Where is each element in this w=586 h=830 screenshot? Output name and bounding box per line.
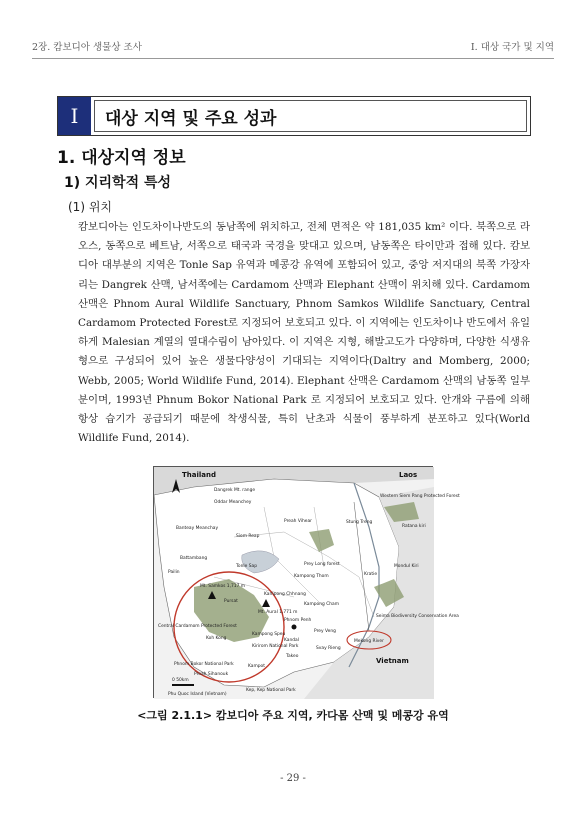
map-label-sihanouk: Preah Sihanouk bbox=[194, 672, 229, 677]
map-label-vietnam: Vietnam bbox=[376, 657, 409, 665]
chapter-number: I bbox=[58, 97, 91, 135]
map-label-kandal: Kandal bbox=[284, 638, 299, 643]
running-header-left: 2장. 캄보디아 생물상 조사 bbox=[32, 42, 142, 53]
chapter-title-box bbox=[57, 96, 531, 136]
map-label-thailand: Thailand bbox=[182, 471, 216, 479]
scale-bar bbox=[172, 684, 194, 686]
map-label-battambang: Battambang bbox=[180, 556, 208, 561]
map-label-kampot: Kampot bbox=[248, 664, 265, 669]
phnom-penh-marker bbox=[292, 625, 297, 630]
subsection-heading: 1) 지리학적 특성 bbox=[64, 175, 172, 191]
map-label-kratie: Kratie bbox=[364, 572, 378, 577]
map-label-kep: Kep, Kep National Park bbox=[246, 688, 296, 693]
chapter-title: 대상 지역 및 주요 성과 bbox=[94, 100, 527, 132]
map-label-pailin: Pailin bbox=[168, 570, 180, 575]
map-label-kohkong: Koh Kong bbox=[206, 636, 227, 641]
running-header-right: I. 대상 국가 및 지역 bbox=[470, 42, 554, 53]
map-label-kampongthom: Kampong Thom bbox=[294, 574, 329, 579]
map-label-mondulkiri: Mondul Kiri bbox=[394, 564, 419, 569]
map-label-svayrieng: Svay Rieng bbox=[316, 646, 341, 651]
map-label-aural: Mt. Aural 1,771 m bbox=[258, 610, 298, 615]
map-label-laos: Laos bbox=[399, 471, 418, 479]
cambodia-map-figure bbox=[153, 466, 460, 698]
figure-caption: <그림 2.1.1> 캄보디아 주요 지역, 카다몸 산맥 및 메콩강 유역 bbox=[137, 709, 449, 722]
map-label-pursat: Pursat bbox=[224, 599, 238, 604]
map-label-seima: Seima Biodiversity Conservation Area bbox=[376, 614, 459, 619]
sub-subsection-heading: (1) 위치 bbox=[68, 200, 112, 214]
body-paragraph: 캄보디아는 인도차이나반도의 동남쪽에 위치하고, 전체 면적은 약 181,035 km² 이다. 북쪽으로 라오스, 동쪽으로 베트남, 서쪽으로 태국과 국경을 맞대고 있으며, 남동쪽은 타이만과 접해 있다. 캄보디아 대부분의 지역은 Tonle Sap 유역과 메콩강 유역에 포함되어 있고, 중앙 저지대의 북쪽 가장자리는 Dangrek 산맥, 남서쪽에는 Cardamom 산맥과 Elephant 산맥이 위치해 있다. Cardamom 산맥은 Phnom Aural Wildlife Sanctuary, Phnom Samkos Wildlife Sanctuary, Central Cardamom Protected Forest로 지정되어 보호되고 있다. 이 지역에는 인도차이나 반도에서 유일하게 Malesian 계열의 열대수림이 남아있다. 이 지역은 지형, 해발고도가 다양하며, 다양한 식생유형으로 구성되어 있어 높은 생물다양성이 기대되는 지역이다(Daltry and Momberg, 2000; Webb, 2005; World Wildlife Fund, 2014). Elephant 산맥은 Cardamom 산맥의 남동쪽 일부분이며, 1993년 Phnum Bokor National Park 로 지정되어 보호되고 있다. 안개와 구름에 의해 항상 습기가 공급되기 때문에 착생식물, 특히 난초과 식물이 풍부하게 분포하고 있다(World Wildlife Fund, 2014). bbox=[78, 221, 530, 445]
map-label-mekong: Mekong River bbox=[354, 639, 384, 644]
page-number: - 29 - bbox=[280, 773, 306, 784]
map-label-banteay: Banteay Meanchay bbox=[176, 526, 219, 531]
map-label-takeo: Takeo bbox=[286, 654, 299, 659]
map-label-siemreap: Siem Reap bbox=[236, 534, 260, 539]
map-label-ratanakiri: Ratana kiri bbox=[402, 524, 426, 529]
map-label-chhnang: Kampong Chhnang bbox=[264, 592, 306, 597]
map-label-ccpf: Central Cardamom Protected Forest bbox=[158, 624, 237, 629]
running-header bbox=[32, 39, 554, 59]
map-label-stungtreng: Stung Treng bbox=[346, 520, 373, 525]
map-label-kampongspeu: Kampong Speu bbox=[252, 632, 286, 637]
map-label-phuquoc: Phu Quoc Island (Vietnam) bbox=[168, 692, 227, 697]
map-label-kirirom: Kirirom National Park bbox=[252, 644, 299, 649]
map-label-virachey: Western Siem Pang Protected Forest bbox=[380, 494, 460, 499]
map-label-phnompenh: Phnom Penh bbox=[284, 618, 312, 623]
map-label-dangrek: Dangrek Mt. range bbox=[214, 488, 256, 493]
map-label-bokor: Phnom Bokor National Park bbox=[174, 662, 234, 667]
map-label-oddar: Oddar Meanchey bbox=[214, 500, 252, 505]
map-svg bbox=[154, 467, 460, 699]
section-heading: 1. 대상지역 정보 bbox=[57, 148, 186, 168]
map-label-tonlesap: Tonle Sap bbox=[236, 564, 257, 569]
map-label-preahvihear: Preah Vihear bbox=[284, 519, 312, 524]
map-label-samkos: Mt. Samkos 1,717 m bbox=[200, 584, 246, 589]
map-label-kampongcham: Kampong Cham bbox=[304, 602, 340, 607]
map-label-preylang: Prey Long forest bbox=[304, 562, 340, 567]
map-label-scale: 0 50km bbox=[172, 678, 189, 683]
map-label-preyveng: Prey Veng bbox=[314, 629, 336, 634]
